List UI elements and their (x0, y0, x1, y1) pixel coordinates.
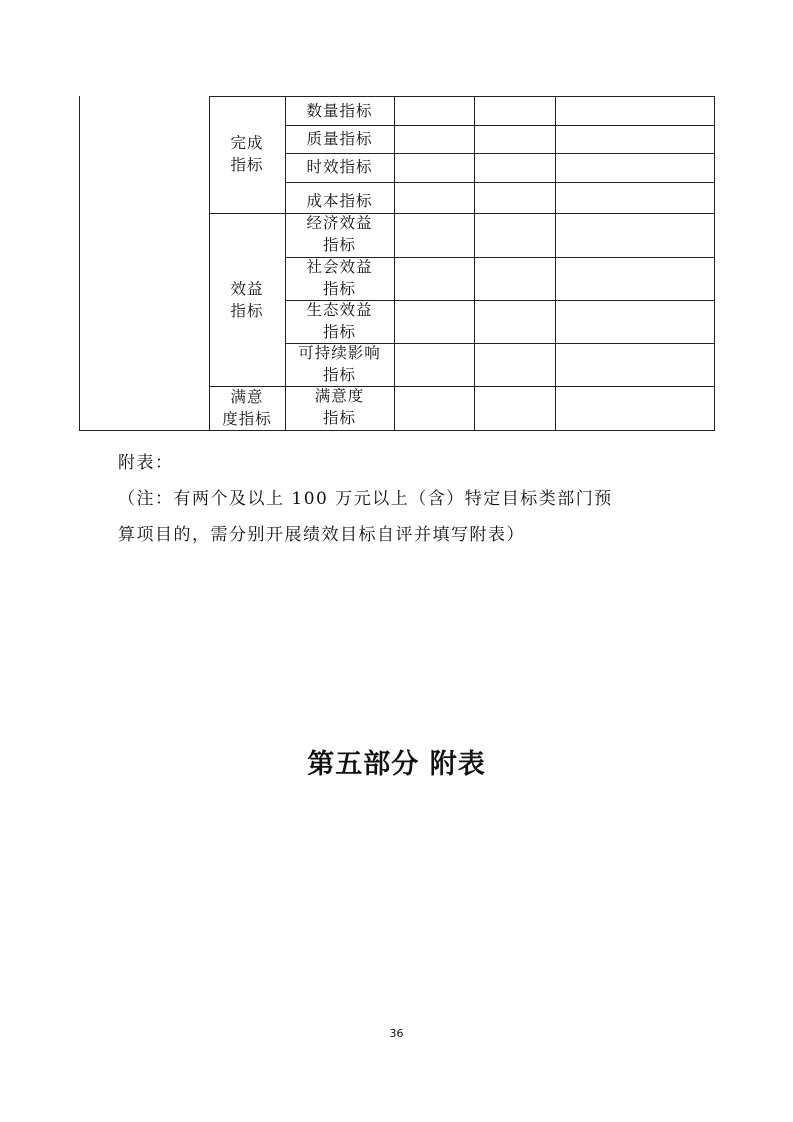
page-number: 36 (389, 1027, 404, 1040)
table-col-line-3 (394, 96, 395, 431)
table-top-border (209, 96, 715, 97)
indicator-label-quality: 质量指标 (306, 130, 373, 148)
indicator-table (79, 96, 715, 431)
table-left-border (79, 96, 80, 431)
group-label-completion: 完成 指标 (230, 134, 264, 174)
indicator-label-satisfaction: 满意度 指标 (314, 387, 365, 427)
table-col-line-5 (555, 96, 556, 431)
indicator-label-social: 社会效益 指标 (306, 258, 373, 298)
indicator-label-quantity: 数量指标 (306, 102, 373, 120)
indicator-label-cost: 成本指标 (306, 192, 373, 210)
indicator-label-ecological: 生态效益 指标 (306, 301, 373, 341)
row-separator (285, 182, 715, 183)
group-label-benefit: 效益 指标 (230, 280, 264, 320)
appendix-note-line-2: 算项目的，需分别开展绩效目标自评并填写附表） (118, 525, 525, 545)
table-bottom-border (79, 430, 715, 431)
indicator-label-economic: 经济效益 指标 (306, 214, 373, 254)
group-label-satisfaction: 满意 度指标 (222, 388, 272, 428)
row-separator (285, 153, 715, 154)
appendix-heading: 附表： (118, 453, 174, 473)
table-right-border (714, 96, 715, 431)
indicator-label-sustainable: 可持续影响 指标 (298, 344, 381, 384)
section-title: 第五部分 附表 (307, 749, 486, 780)
appendix-note-line-1: （注：有两个及以上 100 万元以上（含）特定目标类部门预 (118, 489, 613, 509)
table-col-line-4 (474, 96, 475, 431)
indicator-label-timeliness: 时效指标 (306, 158, 373, 176)
row-separator (285, 125, 715, 126)
